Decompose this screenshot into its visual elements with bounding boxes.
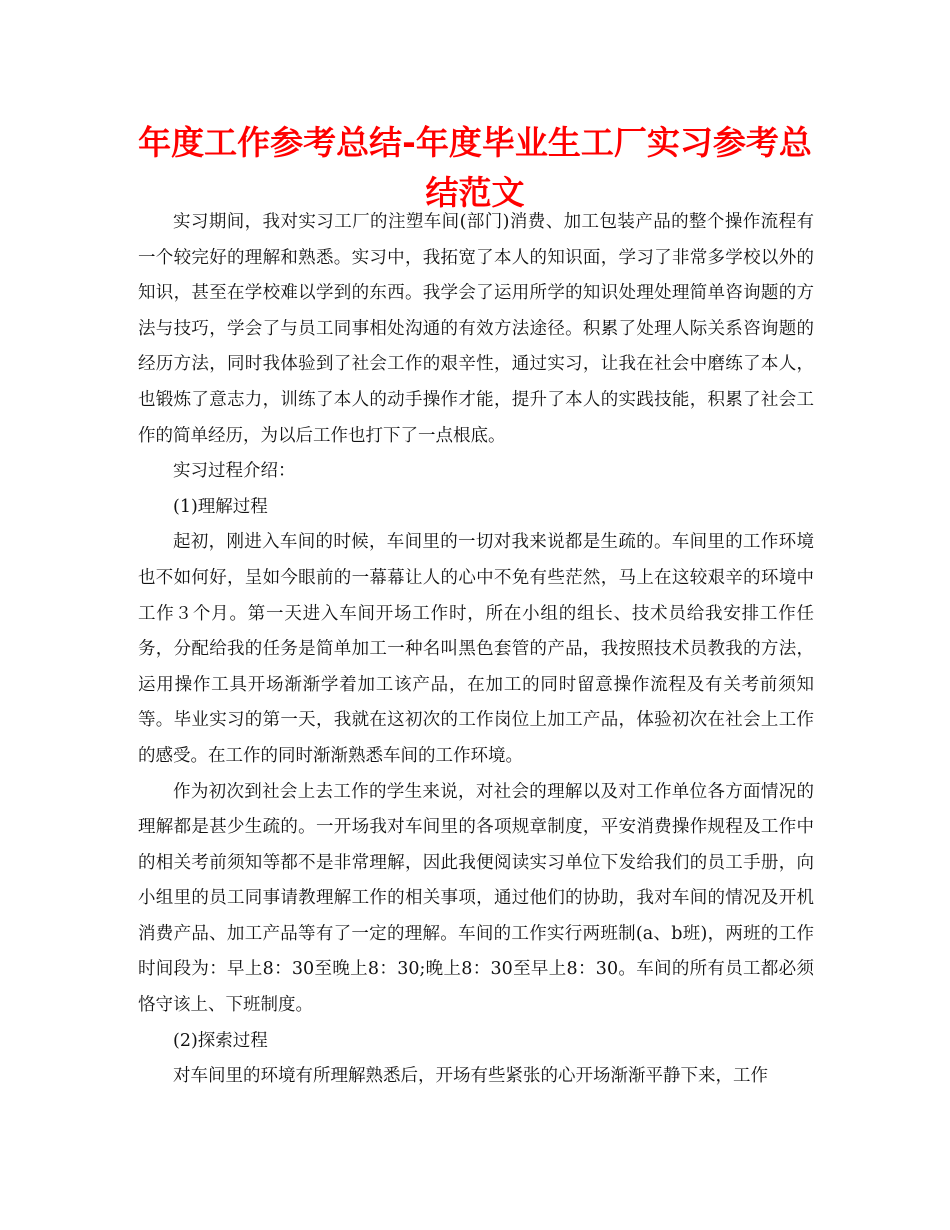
paragraph-intro: 实习期间，我对实习工厂的注塑车间(部门)消费、加工包装产品的整个操作流程有一个较完好的理解和熟悉。实习中，我拓宽了本人的知识面，学习了非常多学校以外的知识，甚至在学校难以学到的东西。我学会了运用所学的知识处理处理简单咨询题的方法与技巧，学会了与员工同事相处沟通的有效方法途径。积累了处理人际关系咨询题的经历方法，同时我体验到了社会工作的艰辛性，通过实习，让我在社会中磨练了本人，也锻炼了意志力，训练了本人的动手操作才能，提升了本人的实践技能，积累了社会工作的简单经历，为以后工作也打下了一点根底。 bbox=[138, 212, 814, 446]
paragraph-section-1-body-2: 作为初次到社会上去工作的学生来说，对社会的理解以及对工作单位各方面情况的理解都是甚少生疏的。一开场我对车间里的各项规章制度，平安消费操作规程及工作中的相关考前须知等都不是非常理解，因此我便阅读实习单位下发给我们的员工手册，向小组里的员工同事请教理解工作的相关事项，通过他们的协助，我对车间的情况及开机消费产品、加工产品等有了一定的理解。车间的工作实行两班制(a、b班)，两班的工作时间段为：早上8：30至晚上8：30;晚上8：30至早上8：30。车间的所有员工都必须恪守该上、下班制度。 bbox=[138, 781, 814, 1016]
paragraph-section-1-heading: (1)理解过程 bbox=[173, 496, 268, 517]
paragraph-section-2-body: 对车间里的环境有所理解熟悉后，开场有些紧张的心开场渐渐平静下来，工作 bbox=[173, 1066, 768, 1087]
document-title: 年度工作参考总结-年度毕业生工厂实习参考总结范文 bbox=[138, 123, 812, 212]
document-body bbox=[138, 205, 814, 1095]
paragraph-process-heading: 实习过程介绍： bbox=[173, 461, 296, 482]
paragraph-section-1-body: 起初，刚进入车间的时候，车间里的一切对我来说都是生疏的。车间里的工作环境也不如何好，呈如今眼前的一幕幕让人的心中不免有些茫然，马上在这较艰辛的环境中工作３个月。第一天进入车间开场工作时，所在小组的组长、技术员给我安排工作任务，分配给我的任务是简单加工一种名叫黑色套管的产品，我按照技术员教我的方法，运用操作工具开场渐渐学着加工该产品，在加工的同时留意操作流程及有关考前须知等。毕业实习的第一天，我就在这初次的工作岗位上加工产品，体验初次在社会上工作的感受。在工作的同时渐渐熟悉车间的工作环境。 bbox=[138, 532, 814, 766]
paragraph-section-2-heading: (2)探索过程 bbox=[173, 1030, 268, 1051]
